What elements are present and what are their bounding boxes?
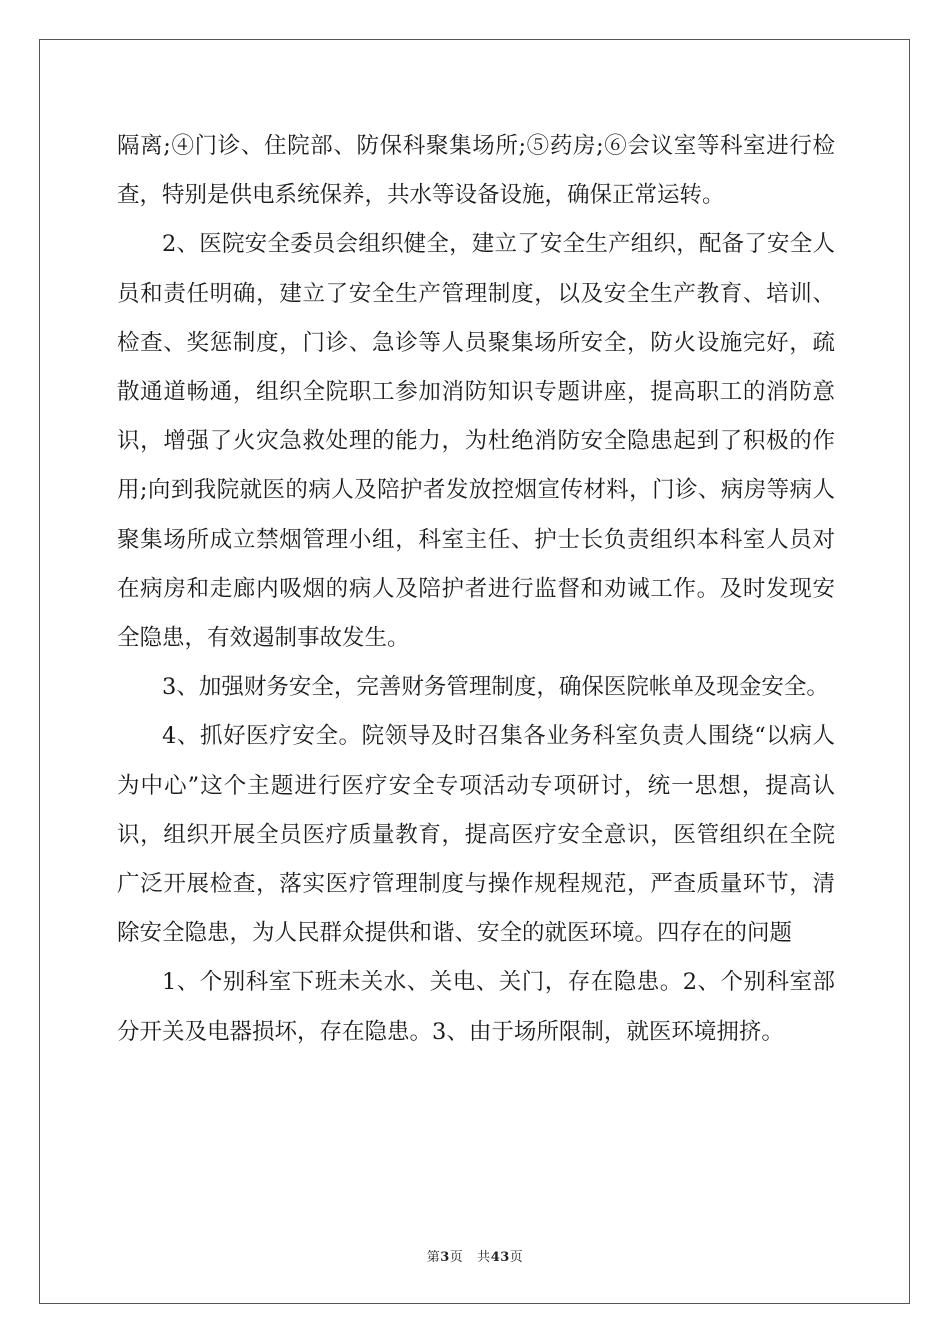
document-body	[117, 122, 835, 1057]
footer-page-number: 3	[440, 1250, 450, 1265]
paragraph-5: 1、个别科室下班未关水、关电、关门，存在隐患。2、个别科室部分开关及电器损坏，存在隐患。3、由于场所限制，就医环境拥挤。	[117, 969, 835, 1045]
paragraph-1: 隔离;④门诊、住院部、防保科聚集场所;⑤药房;⑥会议室等科室进行检查，特别是供电系统保养，共水等设备设施，确保正常运转。	[117, 133, 835, 209]
paragraph-3: 3、加强财务安全，完善财务管理制度，确保医院帐单及现金安全。	[162, 674, 829, 701]
footer-total-prefix: 共	[477, 1250, 491, 1265]
footer-prefix: 第	[426, 1250, 441, 1265]
footer-page-suffix: 页	[449, 1250, 464, 1265]
footer-total-pages: 43	[490, 1250, 510, 1265]
page-footer	[0, 1246, 950, 1265]
paragraph-2: 2、医院安全委员会组织健全，建立了安全生产组织，配备了安全人员和责任明确，建立了安全生产管理制度，以及安全生产教育、培训、检查、奖惩制度，门诊、急诊等人员聚集场所安全，防火设施完好，疏散通道畅通，组织全院职工参加消防知识专题讲座，提高职工的消防意识，增强了火灾急救处理的能力，为杜绝消防安全隐患起到了积极的作用;向到我院就医的病人及陪护者发放控烟宣传材料，门诊、病房等病人聚集场所成立禁烟管理小组，科室主任、护士长负责组织本科室人员对在病房和走廊内吸烟的病人及陪护者进行监督和劝诫工作。及时发现安全隐患，有效遏制事故发生。	[117, 231, 835, 652]
footer-total-suffix: 页	[509, 1250, 524, 1265]
paragraph-4: 4、抓好医疗安全。院领导及时召集各业务科室负责人围绕“以病人为中心”这个主题进行医疗安全专项活动专项研讨，统一思想，提高认识，组织开展全员医疗质量教育，提高医疗安全意识，医管组织在全院广泛开展检查，落实医疗管理制度与操作规程规范，严查质量环节，清除安全隐患，为人民群众提供和谐、安全的就医环境。四存在的问题	[117, 723, 835, 947]
